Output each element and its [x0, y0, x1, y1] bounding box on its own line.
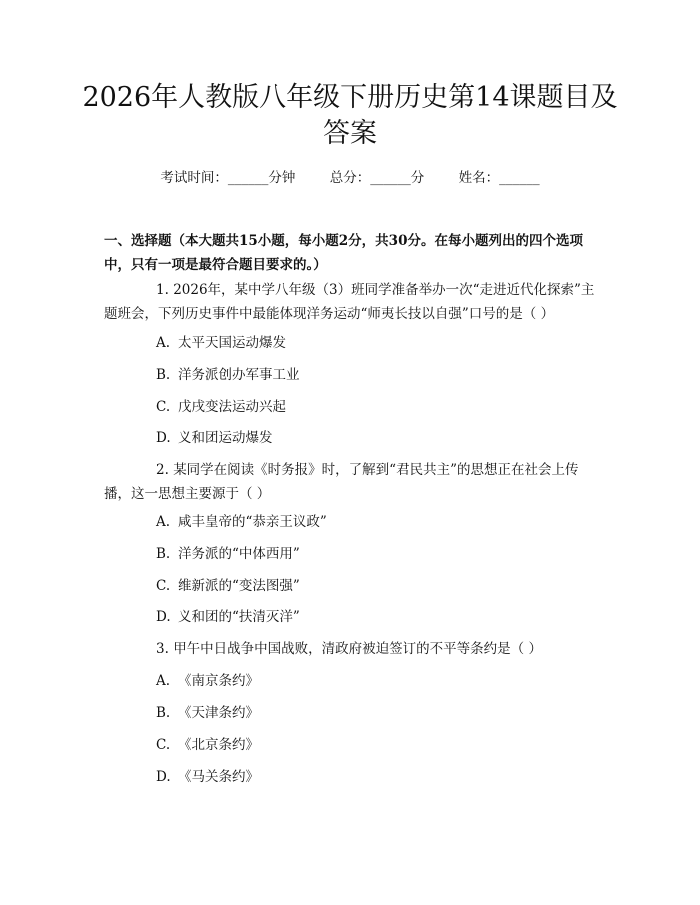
- document-title: 2026年人教版八年级下册历史第14课题目及答案: [82, 82, 618, 149]
- question-1-option-d: [156, 428, 596, 448]
- option-text: 《南京条约》: [178, 673, 259, 689]
- question-number: 2.: [156, 462, 169, 478]
- time-blank: ______: [227, 170, 269, 186]
- question-number: 3.: [156, 641, 169, 657]
- option-text: 咸丰皇帝的“恭亲王议政”: [178, 514, 327, 530]
- score-unit: 分: [410, 170, 425, 186]
- option-letter: D.: [156, 609, 171, 625]
- question-2-option-d: [156, 607, 596, 627]
- question-2: [104, 458, 604, 506]
- option-letter: C.: [156, 578, 171, 594]
- question-1-option-c: [156, 397, 596, 417]
- option-letter: C.: [156, 399, 171, 415]
- question-3-option-d: [156, 767, 596, 787]
- option-letter: B.: [156, 546, 171, 562]
- name-label: 姓名：: [458, 170, 500, 186]
- option-text: 义和团运动爆发: [178, 430, 273, 446]
- option-letter: C.: [156, 737, 171, 753]
- option-letter: A.: [156, 514, 171, 530]
- question-text: 甲午中日战争中国战败，清政府被迫签订的不平等条约是（ ）: [173, 641, 542, 657]
- question-text: 某同学在阅读《时务报》时，了解到“君民共主”的思想正在社会上传播，这一思想主要源于（ ）: [104, 462, 579, 502]
- question-2-option-a: [156, 512, 596, 532]
- exam-info-line: [0, 168, 700, 188]
- option-letter: D.: [156, 430, 171, 446]
- question-2-option-c: [156, 576, 596, 596]
- option-text: 洋务派创办军事工业: [178, 367, 300, 383]
- score-blank: ______: [370, 170, 411, 186]
- option-text: 义和团的“扶清灭洋”: [178, 609, 300, 625]
- question-1: [104, 278, 604, 326]
- option-letter: A.: [156, 335, 171, 351]
- option-letter: D.: [156, 769, 171, 785]
- option-text: 太平天国运动爆发: [178, 335, 286, 351]
- option-text: 《马关条约》: [178, 769, 259, 785]
- option-text: 戊戌变法运动兴起: [178, 399, 286, 415]
- question-number: 1.: [156, 282, 169, 298]
- question-3-option-a: [156, 671, 596, 691]
- question-3-option-b: [156, 703, 596, 723]
- option-text: 《北京条约》: [178, 737, 259, 753]
- option-letter: A.: [156, 673, 171, 689]
- option-text: 《天津条约》: [178, 705, 259, 721]
- time-unit: 分钟: [268, 170, 296, 186]
- option-letter: B.: [156, 367, 171, 383]
- question-text: 2026年，某中学八年级（3）班同学准备举办一次“走进近代化探索”主题班会，下列历史事件中最能体现洋务运动“师夷长技以自强”口号的是（ ）: [104, 282, 595, 322]
- option-text: 洋务派的“中体西用”: [178, 546, 300, 562]
- time-label: 考试时间：: [160, 170, 228, 186]
- question-3: [104, 637, 604, 661]
- question-2-option-b: [156, 544, 596, 564]
- option-letter: B.: [156, 705, 171, 721]
- section-heading: 一、选择题（本大题共15小题，每小题2分，共30分。在每小题列出的四个选项中，只有一项是最符合题目要求的。）: [104, 233, 583, 273]
- score-label: 总分：: [329, 170, 371, 186]
- name-blank: ______: [499, 170, 540, 186]
- question-1-option-b: [156, 365, 596, 385]
- option-text: 维新派的“变法图强”: [178, 578, 300, 594]
- question-1-option-a: [156, 333, 596, 353]
- question-3-option-c: [156, 735, 596, 755]
